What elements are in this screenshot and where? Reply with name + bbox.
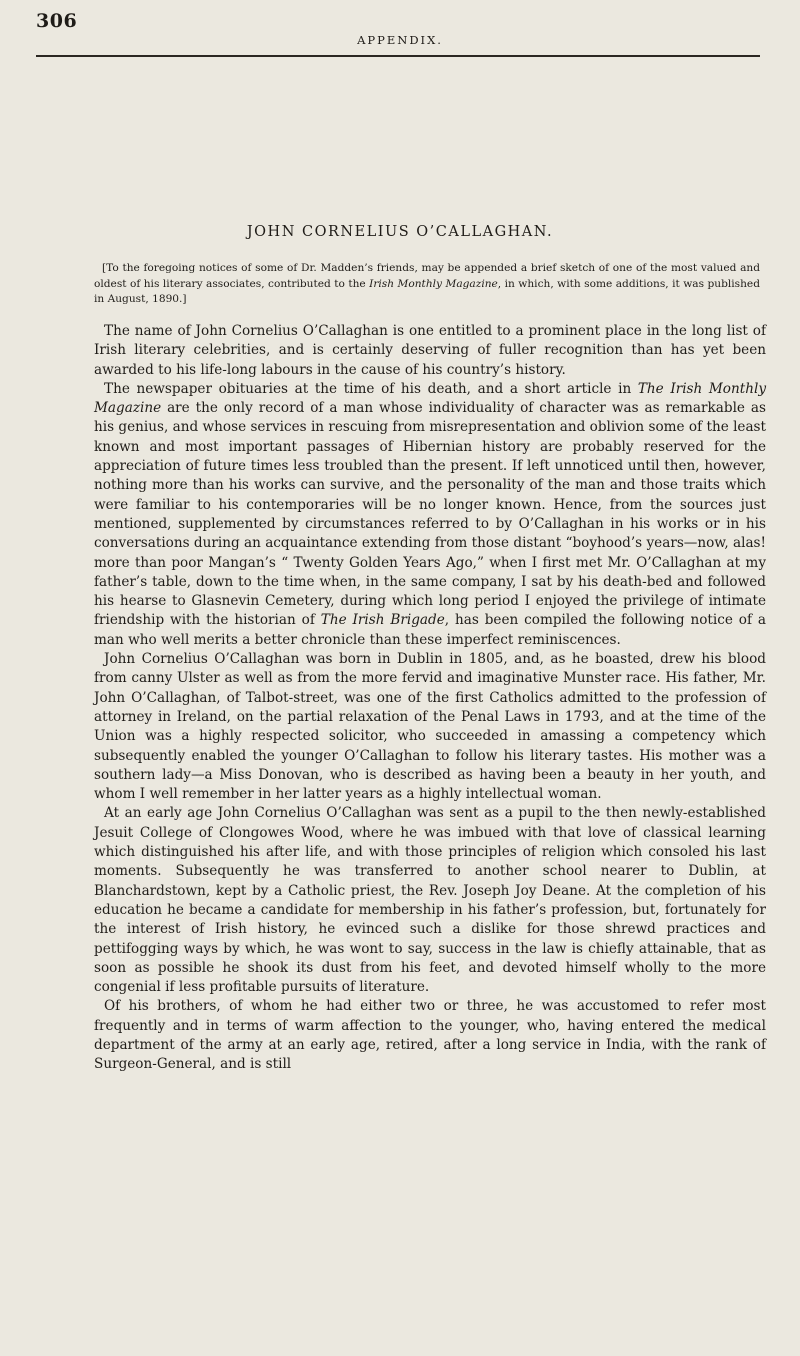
paragraph	[94, 997, 766, 1074]
running-head: APPENDIX.	[357, 33, 443, 47]
header-rule	[36, 55, 760, 57]
paragraph-text: At an early age John Cornelius O’Callaghan was sent as a pupil to the then newly-established Jesuit College of Clongowes Wood, where he was imbued with that love of classical learning which distinguished his after life, and with those principles of religion which consoled his last moments. Subsequently he was transferred to another school nearer to Dublin, at Blanchardstown, kept by a Catholic priest, the Rev. Joseph Joy Deane. At the completion of his education he became a candidate for membership in his father’s profession, but, fortunately for the interest of Irish history, he evinced such a dislike for those shrewd practices and pettifogging ways by which, he was wont to say, success in the law is chiefly attainable, that as soon as possible he shook its dust from his feet, and devoted himself wholly to the more congenial if less profitable pursuits of literature.	[94, 805, 766, 996]
magazine-title: The Irish Monthly Magazine	[94, 380, 766, 417]
article-title: JOHN CORNELIUS O’CALLAGHAN.	[246, 224, 554, 240]
note-text: [To the foregoing notices of some of Dr. Madden’s friends, may be appended a brief sketch of one of the most valued and oldest of his literary associates, contributed to the	[94, 262, 760, 290]
paragraph-text: The name of John Cornelius O’Callaghan is one entitled to a prominent place in the long list of Irish literary celebrities, and is certainly deserving of fuller recognition than has yet been awarded to his life-long labours in the cause of his country’s history.	[94, 323, 766, 378]
paragraph	[94, 380, 766, 650]
paragraph-text: John Cornelius O’Callaghan was born in Dublin in 1805, and, as he boasted, drew his blood from canny Ulster as well as from the more fervid and imaginative Munster race. His father, Mr. John O’Callaghan, of Talbot-street, was one of the first Catholics admitted to the profession of attorney in Ireland, on the partial relaxation of the Penal Laws in 1793, and at the time of the Union was a highly respected solicitor, who succeeded in amassing a competency which subsequently enabled the younger O’Callaghan to follow his literary tastes. His mother was a southern lady—a Miss Donovan, who is described as having been a beauty in her youth, and whom I well remember in her latter years as a highly intellectual woman.	[94, 651, 766, 803]
note-magazine-title: Irish Monthly Magazine	[369, 277, 498, 290]
article-body	[94, 322, 766, 1075]
paragraph-text: are the only record of a man whose individuality of character was as remarkable as his genius, and whose services in rescuing from misrepresentation and oblivion some of the least known and most important passages of Hibernian history are probably reserved for the appreciation of future times less troubled than the present. If left unnoticed until then, however, nothing more than his works can survive, and the personality of the man and those traits which were familiar to his contemporaries will be no longer known. Hence, from the sources just mentioned, supplemented by circumstances referred to by O’Callaghan in his works or in his conversations during an acquaintance extending from those distant “boyhood’s years—now, alas! more than poor Mangan’s “ Twenty Golden Years Ago,” when I first met Mr. O’Callaghan at my father’s table, down to the time when, in the same company, I sat by his death-bed and followed his hearse to Glasnevin Cemetery, during which long period I enjoyed the privilege of intimate friendship with the historian of	[94, 400, 766, 629]
paragraph	[94, 804, 766, 997]
page-number: 306	[36, 10, 78, 32]
paragraph-text: , has been compiled the following notice of a man who well merits a better chronicle than these imperfect reminiscences.	[94, 612, 767, 648]
paragraph-text: Of his brothers, of whom he had either two or three, he was accustomed to refer most frequently and in terms of warm affection to the younger, who, having entered the medical department of the army at an early age, retired, after a long service in India, with the rank of Surgeon-General, and is still	[94, 998, 766, 1073]
paragraph	[94, 322, 766, 380]
paragraph-text: The newspaper obituaries at the time of his death, and a short article in	[104, 380, 638, 397]
paragraph	[94, 650, 766, 804]
editorial-note	[94, 261, 760, 308]
book-title: The Irish Brigade	[320, 612, 445, 629]
note-text-end: , in which, with some additions, it was published in August, 1890.]	[94, 277, 760, 305]
